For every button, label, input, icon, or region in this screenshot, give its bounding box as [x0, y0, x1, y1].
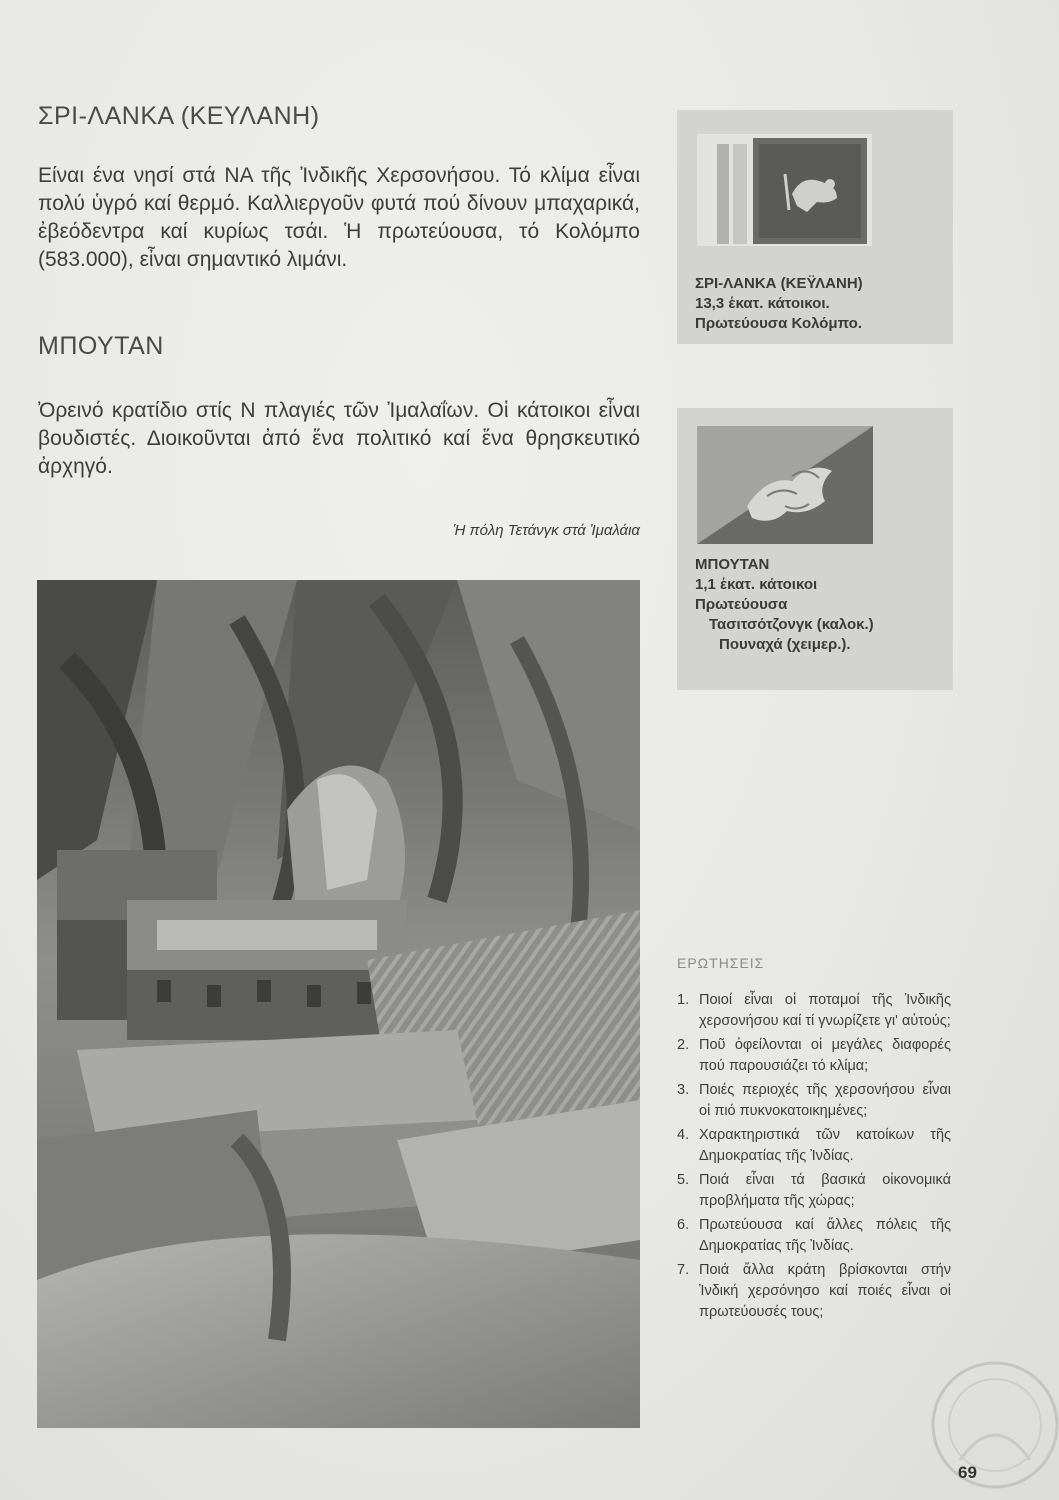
sri-lanka-box-capital: Πρωτεύουσα Κολόμπο. — [695, 315, 862, 332]
bhutan-box-capital-summer: Τασιτσότζονγκ (καλοκ.) — [709, 616, 874, 633]
sri-lanka-box-name: ΣΡΙ-ΛΑΝΚΑ (ΚΕΫΛΑΝΗ) — [695, 275, 863, 292]
questions-title: ΕΡΩΤΗΣΕΙΣ — [677, 955, 765, 971]
questions-list — [677, 990, 951, 1326]
bhutan-info-box — [677, 408, 953, 690]
question-item: 3. Ποιές περιοχές τῆς χερσονήσου εἶναι οἱ πιό πυκνοκατοικημένες; — [677, 1082, 951, 1119]
bhutan-flag-icon — [697, 426, 873, 544]
sri-lanka-info-box — [677, 110, 953, 344]
bhutan-paragraph: Ὀρεινό κρατίδιο στίς Ν πλαγιές τῶν Ἰμαλαΐων. Οἱ κάτοικοι εἶναι βουδιστές. Διοικοῦνται ἀπό ἕνα πολιτικό καί ἕνα θρησκευτικό ἀρχηγό. — [38, 399, 640, 478]
bhutan-box-capital-label: Πρωτεύουσα — [695, 596, 788, 613]
question-item: 6. Πρωτεύουσα καί ἄλλες πόλεις τῆς Δημοκρατίας τῆς Ἰνδίας. — [677, 1217, 951, 1254]
question-item: 5. Ποιά εἶναι τά βασικά οἰκονομικά προβλήματα τῆς χώρας; — [677, 1172, 951, 1209]
bhutan-box-name: ΜΠΟΥΤΑΝ — [695, 556, 770, 573]
sri-lanka-flag-icon — [697, 134, 872, 246]
library-stamp-icon — [920, 1350, 1059, 1500]
mountain-village-illustration — [37, 580, 640, 1428]
bhutan-box-capital-winter: Πουναχά (χειμερ.). — [719, 636, 851, 653]
bhutan-heading: ΜΠΟΥΤΑΝ — [38, 332, 164, 360]
sri-lanka-box-population: 13,3 ἑκατ. κάτοικοι. — [695, 295, 830, 312]
question-item: 7. Ποιά ἄλλα κράτη βρίσκονται στήν Ἰνδική χερσόνησο καί ποιές εἶναι οἱ πρωτεύουσές τους; — [677, 1262, 951, 1320]
tetang-village-photo — [37, 580, 640, 1428]
page-number: 69 — [958, 1463, 977, 1482]
question-item: 2. Ποῦ ὀφείλονται οἱ μεγάλες διαφορές πού παρουσιάζει τό κλίμα; — [677, 1037, 951, 1074]
question-item: 4. Χαρακτηριστικά τῶν κατοίκων τῆς Δημοκρατίας τῆς Ἰνδίας. — [677, 1127, 951, 1164]
bhutan-box-population: 1,1 ἑκατ. κάτοικοι — [695, 576, 818, 593]
photo-caption: Ἡ πόλη Τετάνγκ στά Ἰμαλάια — [453, 522, 640, 539]
sri-lanka-heading: ΣΡΙ-ΛΑΝΚΑ (ΚΕΥΛΑΝΗ) — [38, 102, 320, 130]
sri-lanka-paragraph: Είναι ένα νησί στά ΝΑ τῆς Ἰνδικῆς Χερσονήσου. Τό κλίμα εἶναι πολύ ὑγρό καί θερμό. Καλλιεργοῦν φυτά πού δίνουν μπαχαρικά, ἐβεόδεντρα καί κυρίως τσάι. Ἡ πρωτεύουσα, τό Κολόμπο (583.000), εἶναι σημαντικό λιμάνι. — [38, 164, 640, 271]
question-item: 1. Ποιοί εἶναι οἱ ποταμοί τῆς Ἰνδικῆς χερσονήσου καί τί γνωρίζετε γι' αὐτούς; — [677, 992, 951, 1029]
